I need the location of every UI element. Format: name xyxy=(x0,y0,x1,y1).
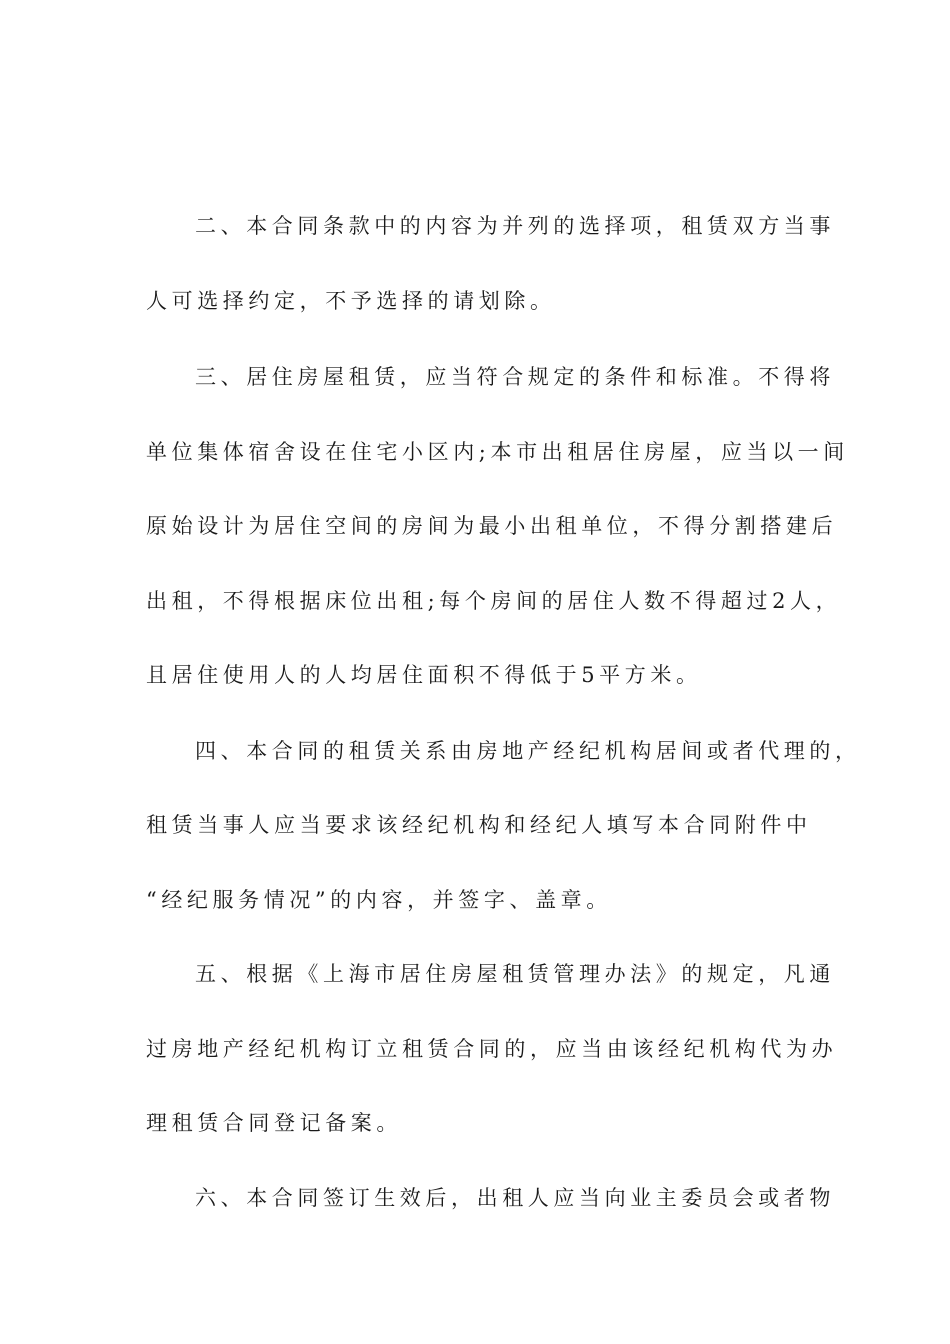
clause-3-line-2: 单位集体宿舍设在住宅小区内;本市出租居住房屋，应当以一间 xyxy=(146,440,849,464)
clause-3-line-4: 出租，不得根据床位出租;每个房间的居住人数不得超过2人， xyxy=(146,589,842,613)
clause-3-line-3: 原始设计为居住空间的房间为最小出租单位，不得分割搭建后 xyxy=(146,514,838,538)
clause-4-line-1: 四、本合同的租赁关系由房地产经纪机构居间或者代理的， xyxy=(195,739,861,763)
clause-4-line-2: 租赁当事人应当要求该经纪机构和经纪人填写本合同附件中 xyxy=(146,813,812,837)
clause-5-line-1: 五、根据《上海市居住房屋租赁管理办法》的规定，凡通 xyxy=(195,962,835,986)
clause-4-line-3: “经纪服务情况”的内容，并签字、盖章。 xyxy=(146,888,612,912)
clause-5-line-3: 理租赁合同登记备案。 xyxy=(146,1111,402,1135)
clause-5-line-2: 过房地产经纪机构订立租赁合同的，应当由该经纪机构代为办 xyxy=(146,1037,838,1061)
clause-6-line-1: 六、本合同签订生效后，出租人应当向业主委员会或者物 xyxy=(195,1186,835,1210)
clause-3-line-1: 三、居住房屋租赁，应当符合规定的条件和标准。不得将 xyxy=(195,365,835,389)
clause-3-line-5: 且居住使用人的人均居住面积不得低于5平方米。 xyxy=(146,663,702,687)
clause-2-line-1: 二、本合同条款中的内容为并列的选择项，租赁双方当事 xyxy=(195,214,835,238)
clause-2-line-2: 人可选择约定，不予选择的请划除。 xyxy=(146,289,556,313)
